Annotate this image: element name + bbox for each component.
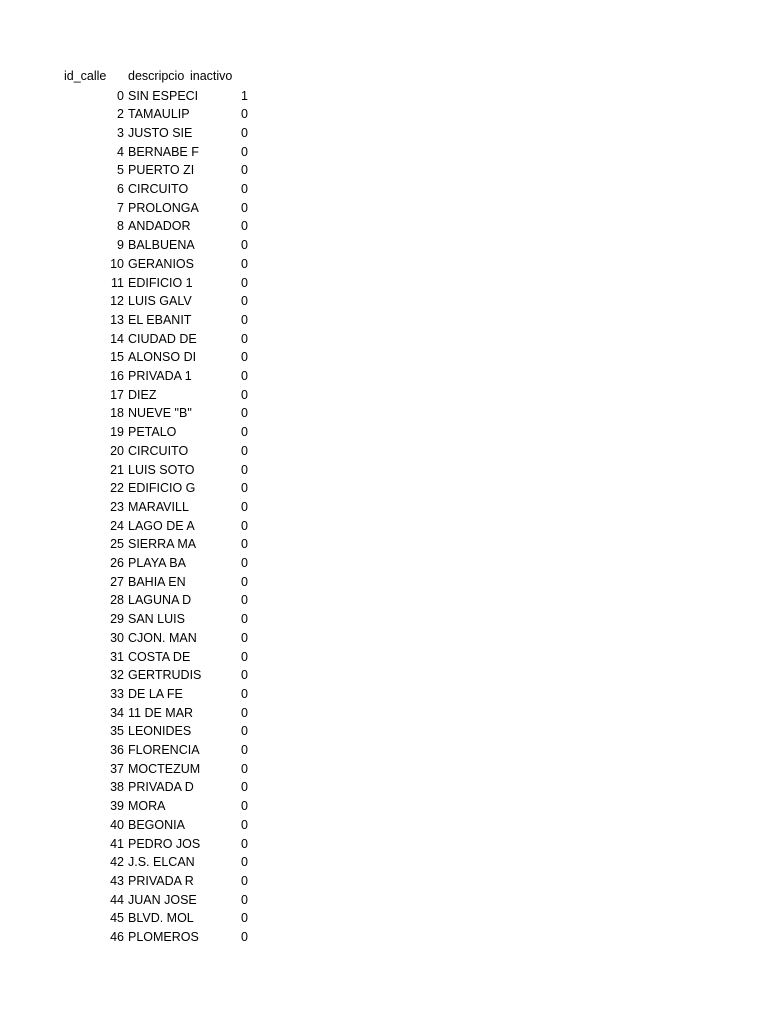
cell-descripcion: DE LA FE	[128, 686, 183, 701]
table-row	[0, 498, 768, 517]
cell-descripcion: CIRCUITO	[128, 443, 189, 458]
cell-inactivo: 0	[241, 294, 248, 309]
cell-id-calle: 38	[110, 780, 124, 795]
cell-inactivo: 0	[241, 873, 248, 888]
cell-id-calle: 31	[110, 649, 124, 664]
table-row	[0, 760, 768, 779]
cell-id-calle: 26	[110, 556, 124, 570]
header-row	[0, 67, 768, 86]
cell-descripcion: PLAYA BA	[128, 556, 186, 570]
table-row	[0, 648, 768, 667]
cell-inactivo: 0	[241, 107, 248, 122]
cell-descripcion: ANDADOR	[128, 219, 191, 234]
cell-descripcion: 11 DE MAR	[128, 705, 194, 720]
cell-inactivo: 0	[241, 443, 248, 458]
cell-id-calle: 13	[110, 312, 124, 327]
cell-id-calle: 21	[110, 462, 124, 477]
table-row	[0, 909, 768, 928]
cell-id-calle: 28	[110, 593, 124, 608]
cell-inactivo: 0	[241, 574, 248, 589]
table-row	[0, 180, 768, 199]
cell-id-calle: 6	[117, 182, 124, 196]
cell-inactivo: 0	[241, 350, 248, 365]
cell-inactivo: 0	[241, 612, 248, 627]
table-row	[0, 610, 768, 629]
table-row	[0, 217, 768, 236]
table-row	[0, 573, 768, 592]
cell-inactivo: 0	[241, 836, 248, 851]
header-id-calle: id_calle	[64, 69, 107, 83]
cell-descripcion: MORA	[128, 799, 166, 814]
cell-inactivo: 0	[241, 182, 248, 196]
cell-descripcion: EL EBANIT	[128, 312, 192, 327]
cell-inactivo: 0	[241, 799, 248, 814]
cell-id-calle: 17	[110, 387, 124, 402]
cell-id-calle: 40	[110, 817, 124, 832]
header-inactivo: inactivo	[190, 69, 233, 83]
cell-inactivo: 0	[241, 518, 248, 533]
cell-id-calle: 39	[110, 799, 124, 814]
cell-id-calle: 32	[110, 668, 124, 683]
cell-descripcion: PETALO	[128, 425, 177, 440]
cell-descripcion: CJON. MAN	[128, 630, 197, 645]
cell-inactivo: 0	[241, 892, 248, 907]
cell-id-calle: 14	[110, 331, 124, 346]
cell-descripcion: LUIS SOTO	[128, 462, 195, 477]
cell-inactivo: 0	[241, 387, 248, 402]
cell-descripcion: PLOMEROS	[128, 930, 199, 944]
cell-descripcion: EDIFICIO 1	[128, 275, 193, 290]
cell-inactivo: 0	[241, 200, 248, 215]
cell-inactivo: 0	[241, 462, 248, 477]
cell-inactivo: 0	[241, 425, 248, 440]
cell-descripcion: PEDRO JOS	[128, 836, 201, 851]
cell-id-calle: 19	[110, 425, 124, 440]
cell-inactivo: 0	[241, 163, 248, 178]
cell-descripcion: PROLONGA	[128, 200, 199, 215]
cell-inactivo: 0	[241, 686, 248, 701]
cell-inactivo: 0	[241, 331, 248, 346]
cell-inactivo: 0	[241, 855, 248, 870]
cell-inactivo: 0	[241, 481, 248, 496]
cell-descripcion: PRIVADA R	[128, 873, 194, 888]
table-row	[0, 629, 768, 648]
cell-id-calle: 7	[117, 200, 124, 215]
cell-descripcion: LAGO DE A	[128, 518, 195, 533]
cell-id-calle: 29	[110, 612, 124, 627]
cell-id-calle: 15	[110, 350, 124, 365]
cell-id-calle: 20	[110, 443, 124, 458]
cell-inactivo: 1	[241, 88, 248, 103]
cell-inactivo: 0	[241, 537, 248, 552]
cell-descripcion: SAN LUIS	[128, 612, 185, 627]
table-row	[0, 199, 768, 218]
cell-descripcion: EDIFICIO G	[128, 481, 196, 496]
table-row	[0, 554, 768, 573]
cell-descripcion: PRIVADA 1	[128, 369, 192, 383]
table-row	[0, 517, 768, 536]
cell-id-calle: 36	[110, 743, 124, 757]
table-row	[0, 274, 768, 293]
table-row	[0, 816, 768, 835]
table-row	[0, 666, 768, 685]
cell-id-calle: 42	[110, 855, 124, 870]
cell-descripcion: LAGUNA D	[128, 593, 192, 608]
cell-id-calle: 43	[110, 873, 124, 888]
table-row	[0, 330, 768, 349]
cell-inactivo: 0	[241, 406, 248, 421]
table-row	[0, 87, 768, 106]
cell-descripcion: BERNABE F	[128, 144, 199, 159]
cell-inactivo: 0	[241, 930, 248, 944]
cell-inactivo: 0	[241, 125, 248, 140]
table-row	[0, 853, 768, 872]
table-row	[0, 722, 768, 741]
cell-descripcion: BAHIA EN	[128, 574, 186, 589]
cell-id-calle: 11	[111, 275, 124, 290]
table-row	[0, 704, 768, 723]
cell-descripcion: GERTRUDIS	[128, 668, 202, 683]
cell-inactivo: 0	[241, 219, 248, 234]
cell-descripcion: ALONSO DI	[128, 350, 197, 365]
table-row	[0, 348, 768, 367]
cell-descripcion: DIEZ	[128, 387, 157, 402]
cell-id-calle: 8	[117, 219, 124, 234]
header-descripcion: descripcio	[128, 69, 185, 83]
cell-descripcion: COSTA DE	[128, 649, 191, 664]
cell-inactivo: 0	[241, 705, 248, 720]
cell-inactivo: 0	[241, 256, 248, 271]
cell-id-calle: 0	[117, 88, 124, 103]
table-row	[0, 236, 768, 255]
table-row	[0, 535, 768, 554]
table-row	[0, 105, 768, 124]
cell-descripcion: SIERRA MA	[128, 537, 197, 552]
cell-id-calle: 5	[117, 163, 124, 178]
cell-id-calle: 3	[117, 125, 124, 140]
table-row	[0, 404, 768, 423]
cell-descripcion: SIN ESPECI	[128, 88, 199, 103]
cell-inactivo: 0	[241, 761, 248, 776]
cell-inactivo: 0	[241, 724, 248, 739]
cell-descripcion: CIUDAD DE	[128, 331, 197, 346]
table-row	[0, 591, 768, 610]
table-row	[0, 797, 768, 816]
cell-descripcion: FLORENCIA	[128, 743, 200, 757]
cell-inactivo: 0	[241, 630, 248, 645]
cell-inactivo: 0	[241, 499, 248, 514]
table-row	[0, 255, 768, 274]
cell-descripcion: JUSTO SIE	[128, 125, 193, 140]
table-row	[0, 778, 768, 797]
cell-id-calle: 9	[117, 238, 124, 253]
cell-inactivo: 0	[241, 911, 248, 926]
cell-descripcion: PRIVADA D	[128, 780, 194, 795]
cell-id-calle: 27	[110, 574, 124, 589]
cell-descripcion: NUEVE "B"	[128, 406, 192, 421]
cell-inactivo: 0	[241, 817, 248, 832]
table-row	[0, 161, 768, 180]
cell-id-calle: 41	[110, 836, 124, 851]
cell-descripcion: JUAN JOSE	[128, 892, 197, 907]
cell-id-calle: 18	[110, 406, 124, 421]
cell-descripcion: MOCTEZUM	[128, 761, 201, 776]
cell-descripcion: BLVD. MOL	[128, 911, 194, 926]
cell-id-calle: 22	[110, 481, 124, 496]
table-row	[0, 872, 768, 891]
cell-id-calle: 34	[110, 705, 124, 720]
cell-descripcion: TAMAULIP	[128, 107, 190, 122]
table-row	[0, 143, 768, 162]
cell-id-calle: 12	[110, 294, 124, 309]
table-row	[0, 292, 768, 311]
cell-id-calle: 10	[110, 256, 124, 271]
cell-inactivo: 0	[241, 275, 248, 290]
cell-id-calle: 33	[110, 686, 124, 701]
cell-id-calle: 25	[110, 537, 124, 552]
table-row	[0, 479, 768, 498]
cell-descripcion: PUERTO ZI	[128, 163, 195, 178]
table-row	[0, 741, 768, 760]
cell-id-calle: 30	[110, 630, 124, 645]
cell-id-calle: 46	[110, 930, 124, 944]
cell-id-calle: 4	[117, 144, 124, 159]
cell-inactivo: 0	[241, 144, 248, 159]
table-row	[0, 311, 768, 330]
cell-inactivo: 0	[241, 312, 248, 327]
table-row	[0, 367, 768, 386]
cell-inactivo: 0	[241, 369, 248, 383]
table-row	[0, 423, 768, 442]
table-row	[0, 928, 768, 947]
cell-inactivo: 0	[241, 593, 248, 608]
table-row	[0, 835, 768, 854]
cell-inactivo: 0	[241, 556, 248, 570]
cell-inactivo: 0	[241, 668, 248, 683]
table-row	[0, 124, 768, 143]
cell-id-calle: 24	[110, 518, 124, 533]
cell-descripcion: LEONIDES	[128, 724, 192, 739]
cell-descripcion: LUIS GALV	[128, 294, 192, 309]
cell-inactivo: 0	[241, 238, 248, 253]
cell-inactivo: 0	[241, 649, 248, 664]
cell-descripcion: CIRCUITO	[128, 182, 189, 196]
table-row	[0, 685, 768, 704]
cell-id-calle: 45	[110, 911, 124, 926]
cell-inactivo: 0	[241, 780, 248, 795]
cell-id-calle: 35	[110, 724, 124, 739]
cell-descripcion: J.S. ELCAN	[128, 855, 195, 870]
cell-inactivo: 0	[241, 743, 248, 757]
cell-id-calle: 2	[117, 107, 124, 122]
table-row	[0, 386, 768, 405]
cell-descripcion: MARAVILL	[128, 499, 189, 514]
table-row	[0, 442, 768, 461]
cell-id-calle: 44	[110, 892, 124, 907]
table-row	[0, 891, 768, 910]
table-row	[0, 461, 768, 480]
cell-id-calle: 16	[110, 369, 124, 383]
cell-descripcion: BALBUENA	[128, 238, 195, 253]
cell-id-calle: 23	[110, 499, 124, 514]
cell-descripcion: GERANIOS	[128, 256, 194, 271]
cell-descripcion: BEGONIA	[128, 817, 185, 832]
cell-id-calle: 37	[110, 761, 124, 776]
